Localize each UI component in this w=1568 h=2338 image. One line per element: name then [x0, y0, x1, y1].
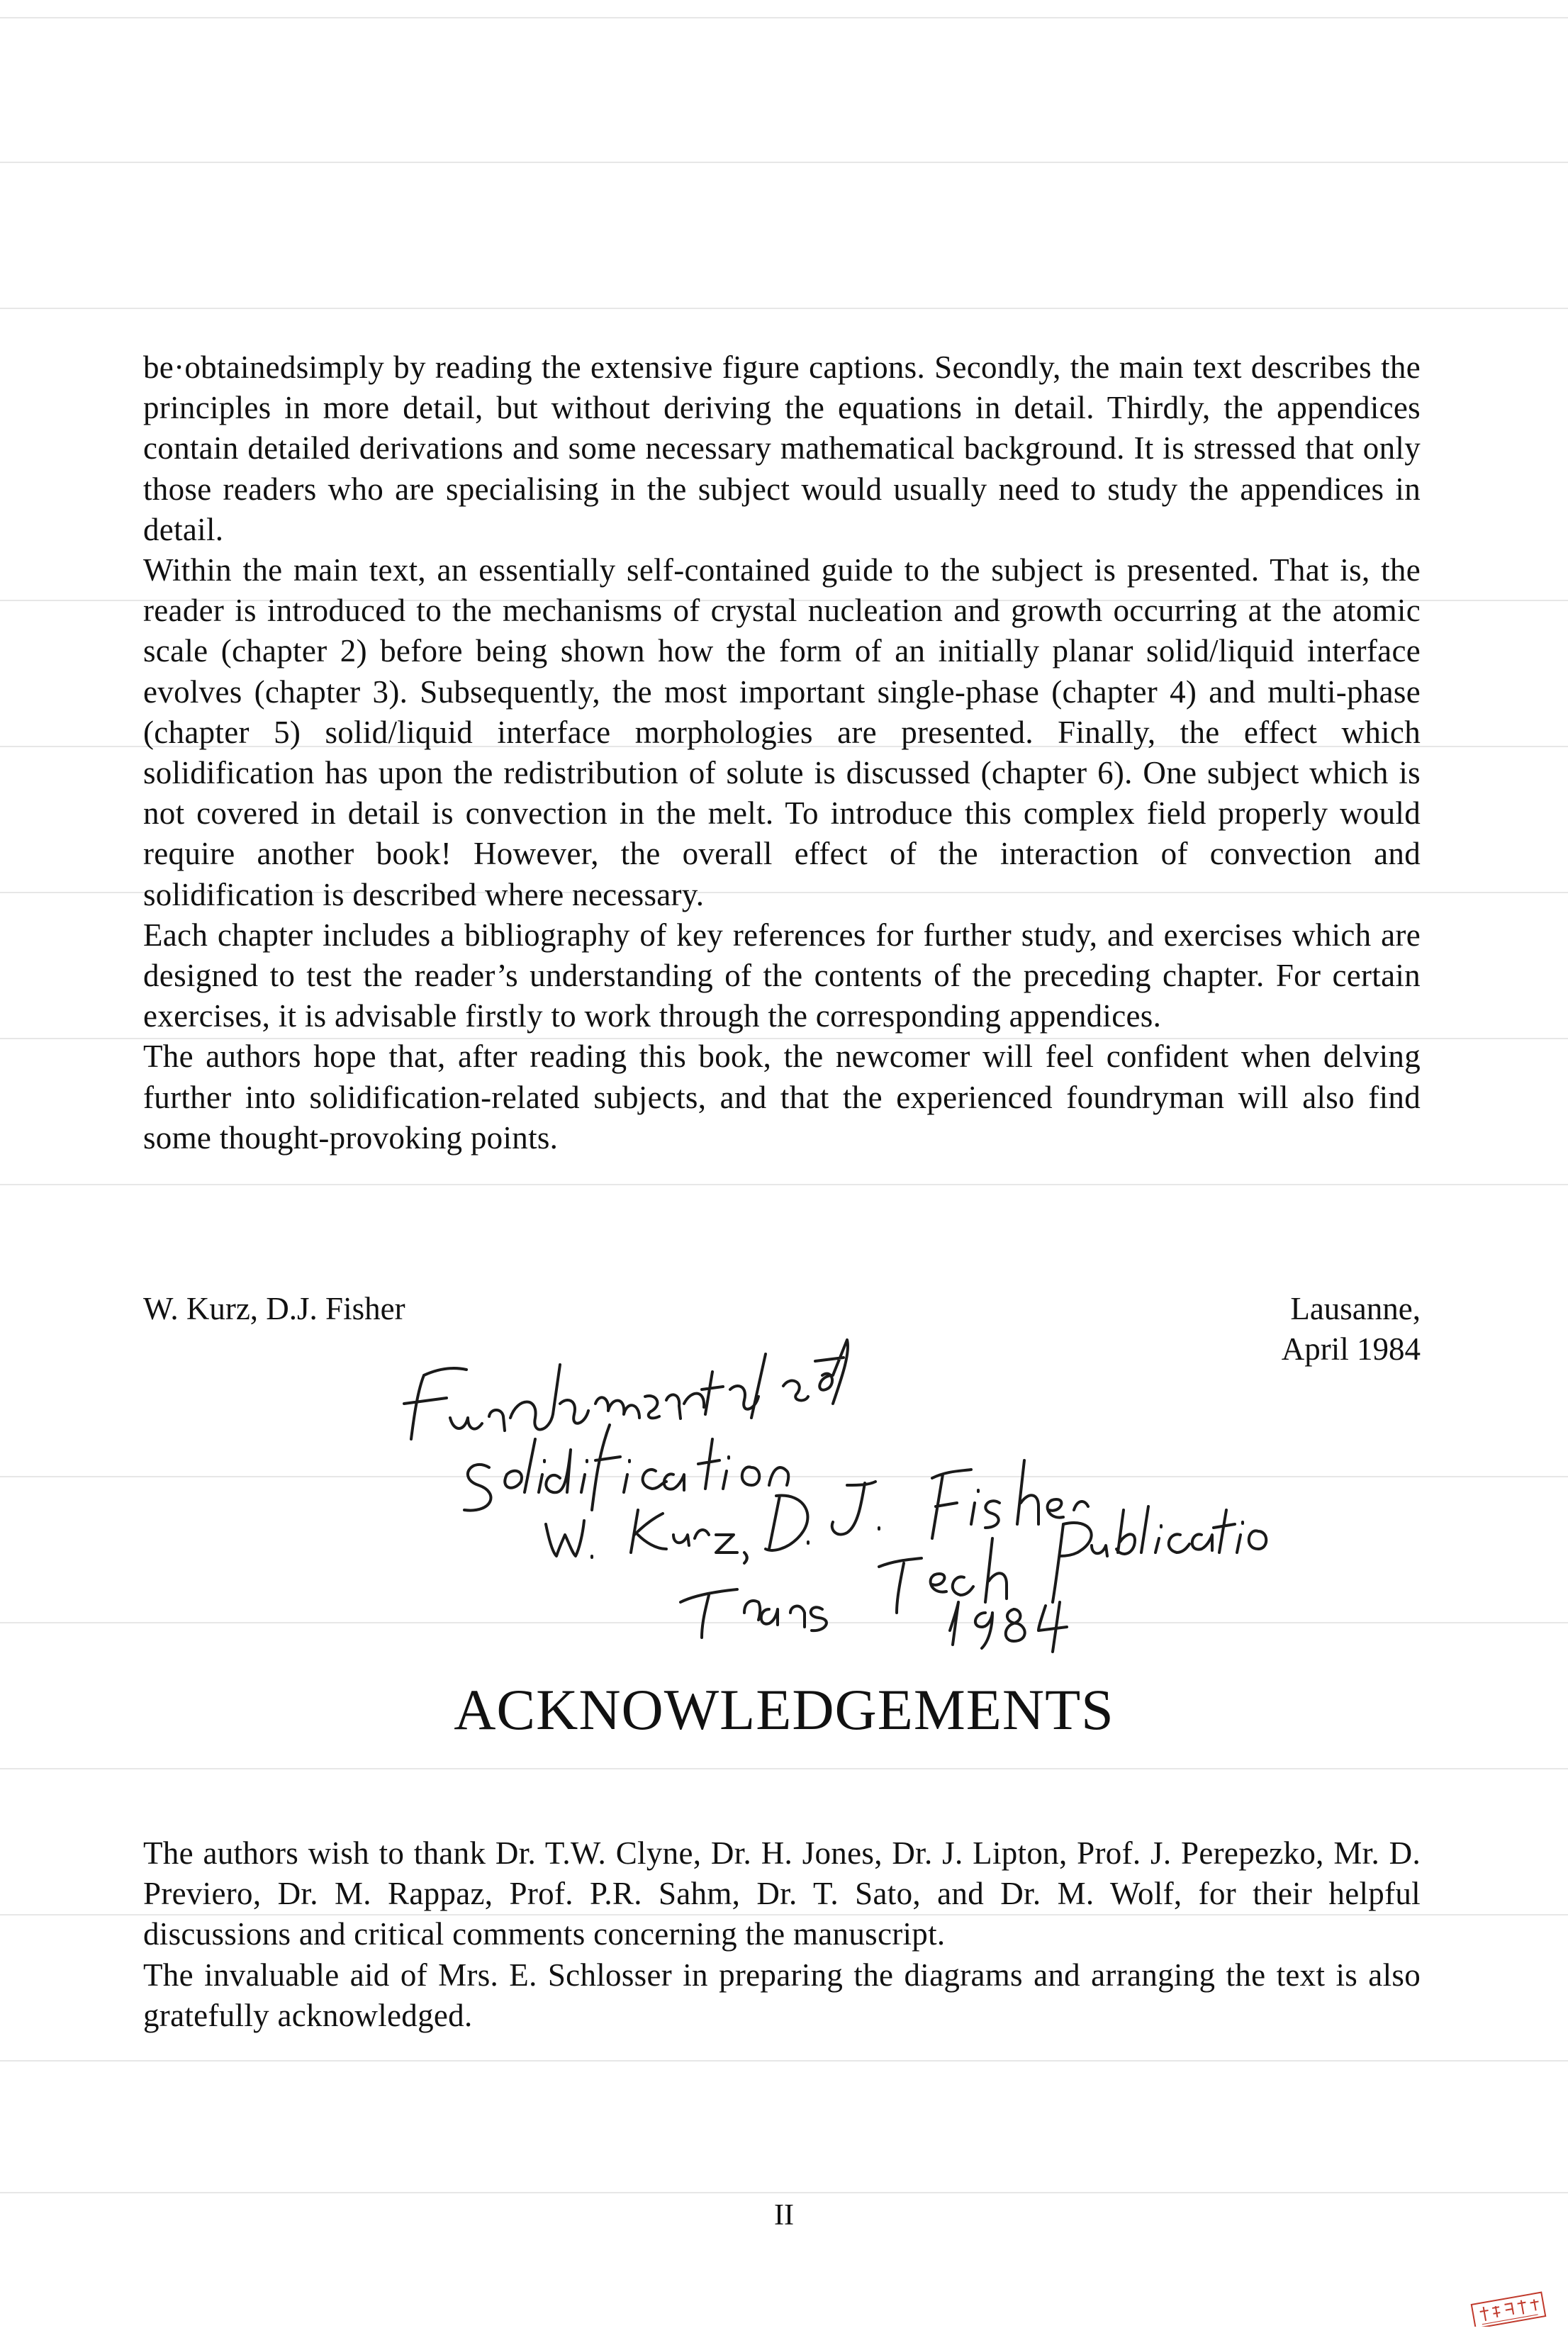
preface-place: Lausanne,	[1290, 1291, 1421, 1326]
acknowledgements-paragraph: The authors wish to thank Dr. T.W. Clyne, Dr. H. Jones, Dr. J. Lipton, Prof. J. Perepezko, Mr. D. Previero, Dr. M. Rappaz, Prof. P.R. Sahm, Dr. T. Sato, and Dr. M. Wolf, for their helpful discussions and critical comments concerning the manuscript.	[143, 1835, 1421, 1952]
acknowledgements-title: ACKNOWLEDGEMENTS	[454, 1677, 1114, 1742]
scan-rule	[0, 162, 1568, 163]
scan-rule	[0, 17, 1568, 18]
preface-date: April 1984	[1281, 1331, 1421, 1367]
handwriting-drawing	[383, 1333, 1276, 1659]
handwritten-annotation	[383, 1333, 1276, 1659]
page-number: II	[774, 2199, 794, 2232]
preface-place-date	[1282, 1289, 1421, 1370]
scan-rule	[0, 1184, 1568, 1185]
preface-paragraph: be·obtainedsimply by reading the extensive figure captions. Secondly, the main text describes the principles in more detail, but without deriving the equations in detail. Thirdly, the appendices contain detailed derivations and some necessary mathematical background. It is stressed that only those readers who are specialising in the subject would usually need to study the appendices in detail.	[143, 349, 1421, 547]
preface-text	[143, 347, 1421, 1158]
preface-paragraph: Each chapter includes a bibliography of key references for further study, and exercises which are designed to test the reader’s understanding of the contents of the preceding chapter. For certain exercises, it is advisable firstly to work through the corresponding appendices.	[143, 917, 1421, 1034]
preface-paragraph: Within the main text, an essentially self-contained guide to the subject is presented. That is, the reader is introduced to the mechanisms of crystal nucleation and growth occurring at the atomic scale (chapter 2) before being shown how the form of an initially planar solid/liquid interface evolves (chapter 3). Subsequently, the most important single-phase (chapter 4) and multi-phase (chapter 5) solid/liquid interface morphologies are presented. Finally, the effect which solidification has upon the redistribution of solute is discussed (chapter 6). One subject which is not covered in detail is convection in the melt. To introduce this complex field properly would require another book! However, the overall effect of the interaction of convection and solidification is described where necessary.	[143, 552, 1421, 912]
preface-authors: W. Kurz, D.J. Fisher	[143, 1291, 405, 1326]
scan-rule	[0, 2192, 1568, 2193]
acknowledgements-text	[143, 1833, 1421, 2036]
scan-rule	[0, 2060, 1568, 2062]
watermark-stamp	[1469, 2291, 1559, 2327]
scan-rule	[0, 1768, 1568, 1769]
watermark-logo	[1469, 2291, 1559, 2327]
scan-rule	[0, 308, 1568, 309]
acknowledgements-paragraph: The invaluable aid of Mrs. E. Schlosser in preparing the diagrams and arranging the text is also gratefully acknowledged.	[143, 1957, 1421, 2033]
preface-paragraph: The authors hope that, after reading this book, the newcomer will feel confident when delving further into solidification-related subjects, and that the experienced foundryman will also find some thought-provoking points.	[143, 1039, 1421, 1156]
